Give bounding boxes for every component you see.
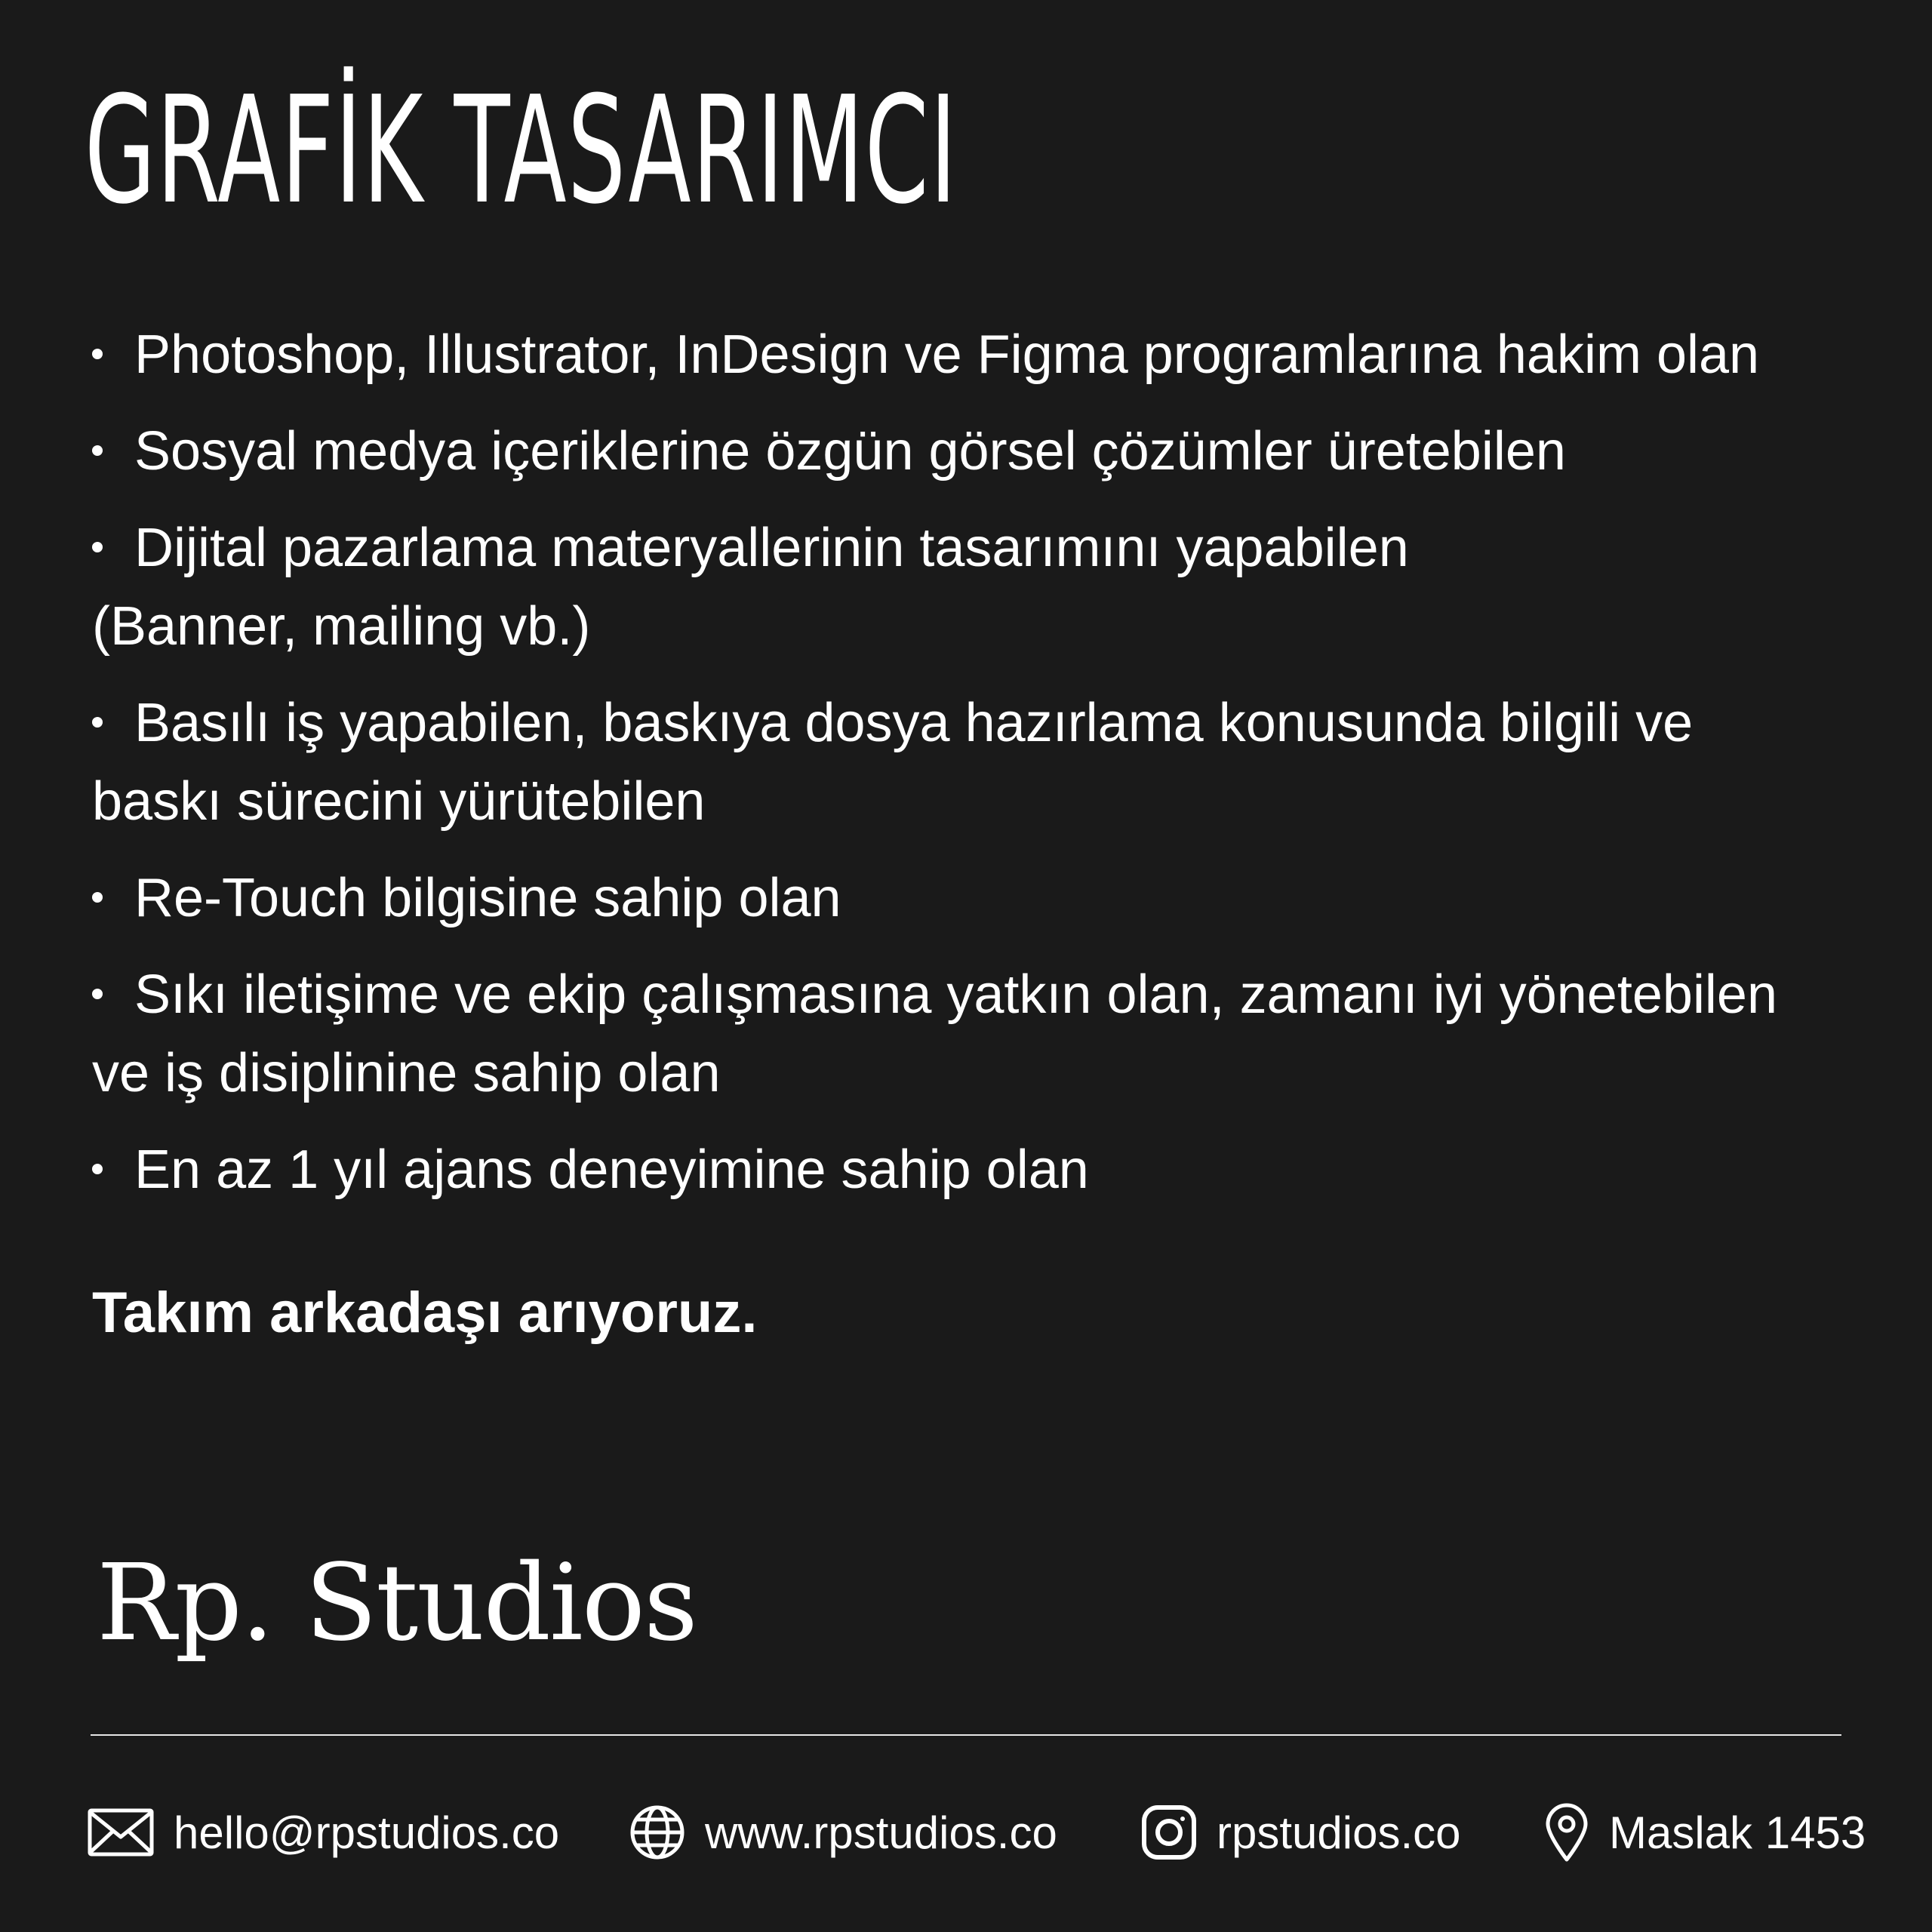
instagram-icon (1141, 1804, 1197, 1860)
bullet-icon (92, 412, 134, 491)
requirement-item (92, 1131, 1858, 1209)
instagram-link[interactable] (1141, 1795, 1461, 1870)
location-text: Maslak 1453 (1609, 1807, 1866, 1858)
bullet-icon (92, 955, 134, 1034)
requirement-text: Photoshop, Illustrator, InDesign ve Figma programlarına hakim olan (134, 325, 1760, 385)
globe-icon (629, 1804, 685, 1860)
brand-logo: Rp. Studios (97, 1542, 697, 1665)
bullet-icon (92, 315, 134, 394)
map-pin-icon (1544, 1802, 1589, 1863)
requirement-item (92, 859, 1858, 937)
requirement-item (92, 315, 1858, 394)
requirement-text-continued: ve iş disiplinine sahip olan (92, 1043, 721, 1103)
bullet-icon (92, 684, 134, 762)
bullet-icon (92, 859, 134, 937)
requirement-text: Sosyal medya içeriklerine özgün görsel çözümler üretebilen (134, 421, 1566, 481)
website-text: www.rpstudios.co (705, 1807, 1057, 1858)
requirement-text-continued: baskı sürecini yürütebilen (92, 771, 706, 832)
envelope-icon (88, 1808, 154, 1857)
requirement-text: Sıkı iletişime ve ekip çalışmasına yatkın olan, zamanı iyi yönetebilen (134, 964, 1778, 1025)
requirements-list (92, 315, 1858, 1227)
requirement-item (92, 509, 1858, 666)
requirement-text: Dijital pazarlama materyallerinin tasarımını yapabilen (134, 518, 1409, 578)
website-link[interactable] (629, 1795, 1057, 1870)
divider (91, 1734, 1841, 1736)
requirement-text: En az 1 yıl ajans deneyimine sahip olan (134, 1140, 1089, 1200)
email-text: hello@rpstudios.co (174, 1807, 560, 1858)
requirement-item (92, 955, 1858, 1112)
bullet-icon (92, 1131, 134, 1209)
requirement-item (92, 412, 1858, 491)
requirement-text-continued: (Banner, mailing vb.) (92, 596, 591, 657)
requirement-text: Basılı iş yapabilen, baskıya dosya hazırlama konusunda bilgili ve (134, 693, 1694, 753)
tagline: Takım arkadaşı arıyoruz. (92, 1281, 758, 1345)
contact-bar (88, 1795, 1866, 1870)
requirement-item (92, 684, 1858, 841)
email-link[interactable] (88, 1795, 559, 1870)
requirement-text: Re-Touch bilgisine sahip olan (134, 868, 841, 928)
job-title: GRAFİK TASARIMCI (85, 65, 958, 237)
instagram-text: rpstudios.co (1217, 1807, 1461, 1858)
location-link[interactable] (1544, 1795, 1866, 1870)
bullet-icon (92, 509, 134, 587)
